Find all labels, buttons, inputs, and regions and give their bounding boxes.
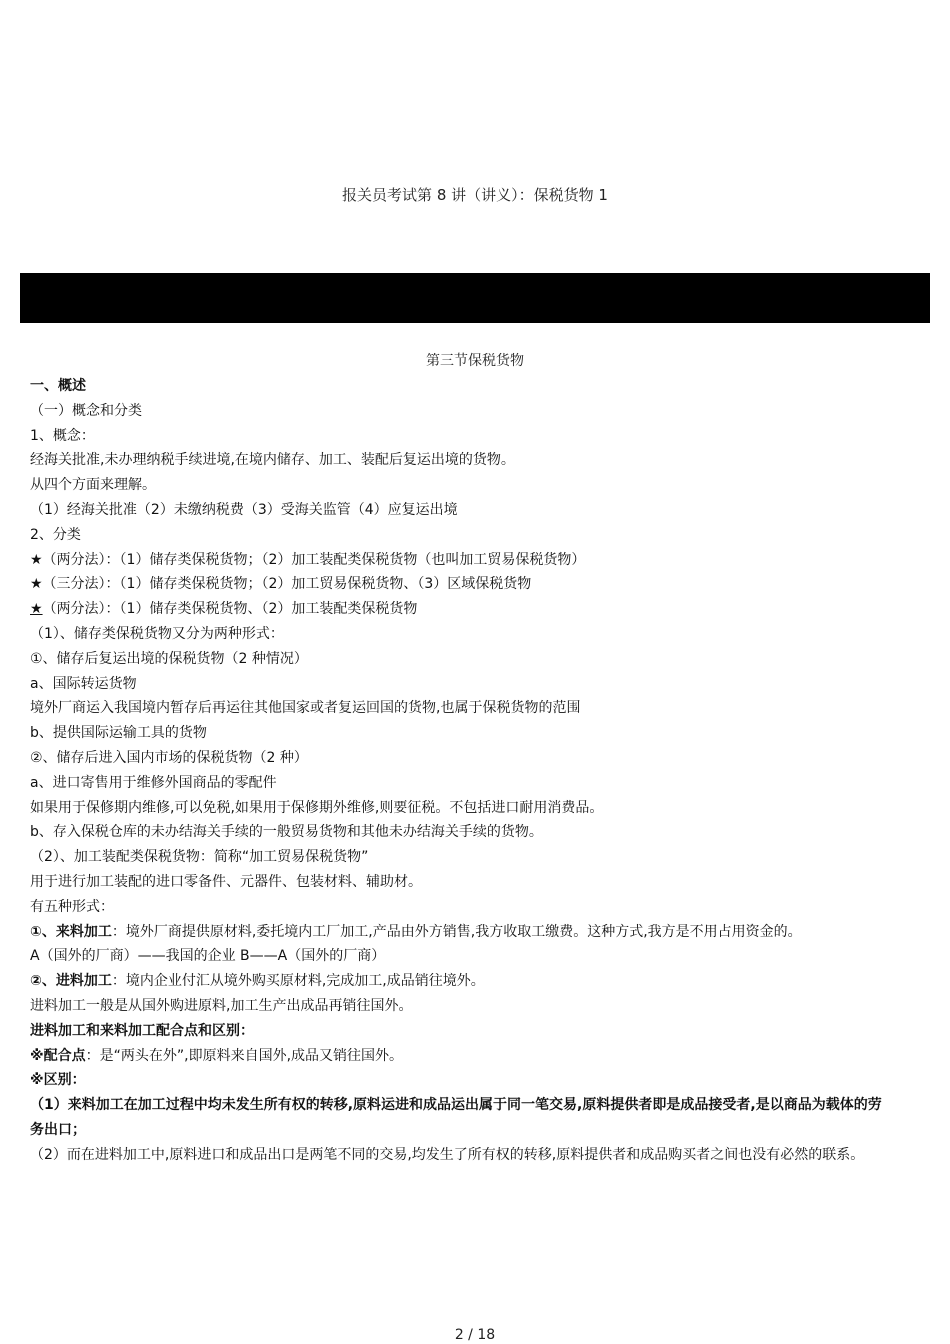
paragraph-text: ：是“两头在外”,即原料来自国外,成品又销往国外。 [85,1047,404,1064]
heading-overview: 一、概述 [30,378,86,394]
document-body [30,374,885,1168]
paragraph: a、国际转运货物 [30,675,137,692]
item-classification: 2、分类 [30,526,81,543]
paragraph: b、提供国际运输工具的货物 [30,725,207,742]
page-number: 2 / 18 [454,1327,496,1343]
paragraph [30,597,885,622]
paragraph: A（国外的厂商）——我国的企业 B——A（国外的厂商） [30,948,386,965]
paragraph [30,1044,885,1069]
paragraph: 从四个方面来理解。 [30,477,156,494]
paragraph: b、存入保税仓库的未办结海关手续的一般贸易货物和其他未办结海关手续的货物。 [30,824,543,841]
paragraph [30,920,885,945]
paragraph: ★（两分法）：（1）储存类保税货物；（2）加工装配类保税货物（也叫加工贸易保税货物） [30,551,586,568]
paragraph: 境外厂商运入我国境内暂存后再运往其他国家或者复运回国的货物,也属于保税货物的范围 [30,700,581,717]
paragraph: （2）而在进料加工中,原料进口和成品出口是两笔不同的交易,均发生了所有权的转移,原料提供者和成品购买者之间也没有必然的联系。 [30,1146,865,1163]
paragraph: ★（三分法）：（1）储存类保税货物；（2）加工贸易保税货物、（3）区域保税货物 [30,576,532,593]
item-concept: 1、概念： [30,427,95,444]
paragraph-text: ：境内企业付汇从境外购买原材料,完成加工,成品销往境外。 [111,973,485,990]
paragraph: （1）、储存类保税货物又分为两种形式： [30,625,284,642]
paragraph: 如果用于保修期内维修,可以免税,如果用于保修期外维修,则要征税。不包括进口耐用消费品。 [30,799,604,816]
term-label: ②、进料加工 [30,973,112,990]
star-mark: ★ [30,601,43,618]
paragraph: 用于进行加工装配的进口零备件、元器件、包装材料、辅助材。 [30,873,422,890]
paragraph: ②、储存后进入国内市场的保税货物（2 种） [30,749,308,766]
black-banner [20,273,930,323]
paragraph: 进料加工一般是从国外购进原料,加工生产出成品再销往国外。 [30,997,413,1014]
term-label: ※配合点 [30,1047,86,1064]
bold-heading: 进料加工和来料加工配合点和区别： [30,1022,254,1039]
paragraph-text: ：境外厂商提供原材料,委托境内工厂加工,产品由外方销售,我方收取工缴费。这种方式,我方是不用占用资金的。 [111,923,802,940]
document-title: 报关员考试第 8 讲（讲义）：保税货物 1 [342,186,608,204]
subheading-concept-classification: （一）概念和分类 [30,402,142,419]
paragraph: 有五种形式： [30,898,114,915]
paragraph [30,969,885,994]
term-label: ①、来料加工 [30,923,112,940]
paragraph: ①、储存后复运出境的保税货物（2 种情况） [30,650,308,667]
bold-heading: ※区别： [30,1072,86,1089]
paragraph: 经海关批准,未办理纳税手续进境,在境内储存、加工、装配后复运出境的货物。 [30,452,515,469]
paragraph: （1）来料加工在加工过程中均未发生所有权的转移,原料运进和成品运出属于同一笔交易,原料提供者即是成品接受者,是以商品为载体的劳务出口； [30,1097,882,1138]
section-title: 第三节保税货物 [426,353,524,369]
paragraph-text: （两分法）：（1）储存类保税货物、（2）加工装配类保税货物 [42,601,418,618]
paragraph: （1）经海关批准（2）未缴纳税费（3）受海关监管（4）应复运出境 [30,501,458,518]
paragraph: （2）、加工装配类保税货物：简称“加工贸易保税货物” [30,849,369,866]
paragraph: a、进口寄售用于维修外国商品的零配件 [30,774,277,791]
